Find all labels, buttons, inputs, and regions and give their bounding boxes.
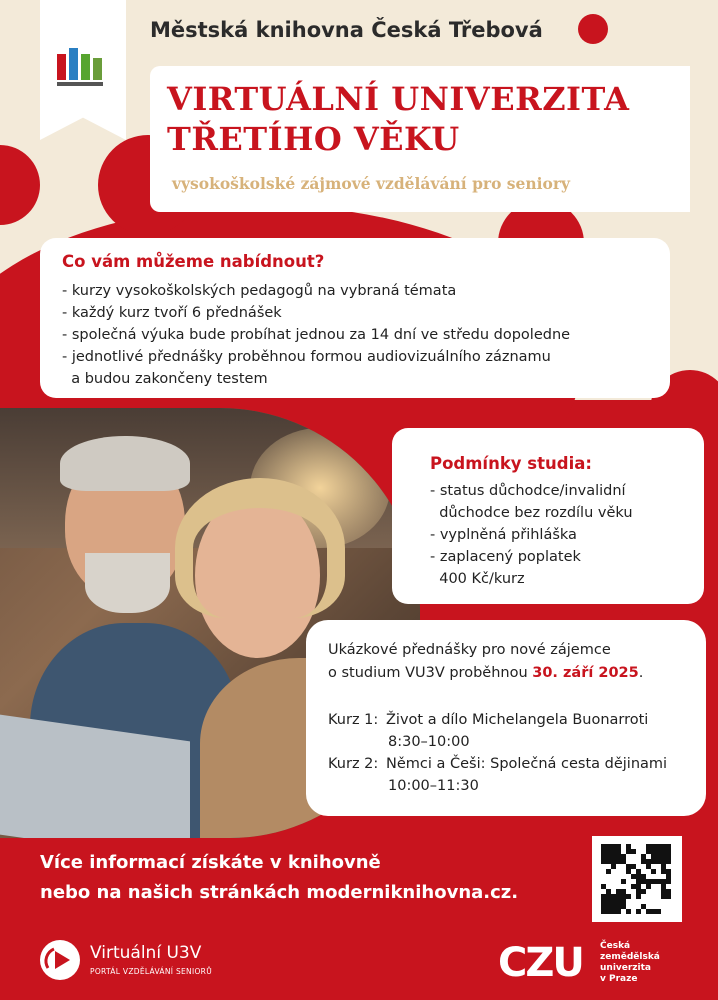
qr-module	[611, 864, 616, 869]
czu-name-line: zemědělská	[600, 952, 660, 962]
offer-item: - kurzy vysokoškolských pedagogů na vybraná témata	[62, 283, 457, 299]
qr-module	[666, 859, 671, 864]
library-name: Městská knihovna Česká Třebová	[150, 18, 543, 42]
title-card	[150, 66, 690, 212]
conditions-item: důchodce bez rozdílu věku	[430, 505, 633, 521]
offer-item: - jednotlivé přednášky proběhnou formou audiovizuálního záznamu	[62, 349, 551, 365]
qr-module	[656, 909, 661, 914]
lectures-intro-end: .	[638, 665, 644, 681]
offer-heading: Co vám můžeme nabídnout?	[62, 252, 325, 271]
qr-module	[646, 884, 651, 889]
lectures-card	[306, 620, 706, 816]
qr-module	[641, 889, 646, 894]
conditions-item: - status důchodce/invalidní	[430, 483, 626, 499]
decor-dot	[578, 14, 608, 44]
qr-code-pattern	[601, 844, 671, 914]
lectures-date: 30. září 2025	[532, 665, 639, 681]
qr-module	[636, 909, 641, 914]
qr-module	[606, 869, 611, 874]
course2-time: 10:00–11:30	[388, 778, 479, 794]
offer-item: a budou zakončeny testem	[62, 371, 268, 387]
offer-card	[40, 238, 670, 398]
conditions-item: - vyplněná přihláška	[430, 527, 577, 543]
course1-label: Kurz 1:	[328, 712, 379, 728]
course2-title: Němci a Češi: Společná cesta dějinami	[386, 756, 668, 772]
qr-module	[626, 894, 631, 899]
course1-title: Život a dílo Michelangela Buonarroti	[386, 712, 649, 728]
offer-item: - každý kurz tvoří 6 přednášek	[62, 305, 282, 321]
lectures-intro: Ukázkové přednášky pro nové zájemce	[328, 642, 611, 658]
qr-module	[616, 909, 621, 914]
conditions-item: 400 Kč/kurz	[430, 571, 525, 587]
course2-label: Kurz 2:	[328, 756, 379, 772]
page-title-line1: VIRTUÁLNÍ UNIVERZITA	[167, 80, 630, 118]
conditions-heading: Podmínky studia:	[430, 454, 592, 473]
course1-time: 8:30–10:00	[388, 734, 470, 750]
lectures-intro-line2	[328, 665, 643, 681]
czu-name-line: v Praze	[600, 974, 638, 984]
footer-info-line2: nebo na našich stránkách moderniknihovna.cz.	[40, 882, 519, 903]
offer-item: - společná výuka bude probíhat jednou za 14 dní ve středu dopoledne	[62, 327, 571, 343]
czu-name-line: univerzita	[600, 963, 652, 973]
qr-module	[666, 894, 671, 899]
conditions-item: - zaplacený poplatek	[430, 549, 581, 565]
conditions-card	[392, 428, 704, 604]
qr-module	[621, 879, 626, 884]
play-arrow-icon	[40, 940, 80, 980]
qr-module	[666, 879, 671, 884]
bar-chart-books-icon	[57, 44, 103, 86]
qr-code-icon[interactable]	[592, 836, 682, 922]
qr-module	[636, 894, 641, 899]
footer-info-line1: Více informací získáte v knihovně	[40, 852, 381, 873]
lectures-intro-text: o studium VU3V proběhnou	[328, 665, 533, 681]
czu-name-line: Česká	[600, 941, 631, 951]
qr-module	[651, 869, 656, 874]
page-title-line2: TŘETÍHO VĚKU	[167, 120, 460, 158]
qr-module	[626, 909, 631, 914]
u3v-subtitle: PORTÁL VZDĚLÁVÁNÍ SENIORŮ	[90, 967, 212, 976]
qr-module	[631, 849, 636, 854]
czu-logo-mark: CZU	[498, 940, 583, 986]
u3v-title: Virtuální U3V	[90, 943, 202, 963]
page-subtitle: vysokoškolské zájmové vzdělávání pro seniory	[172, 174, 571, 193]
decor-dot	[0, 145, 40, 225]
